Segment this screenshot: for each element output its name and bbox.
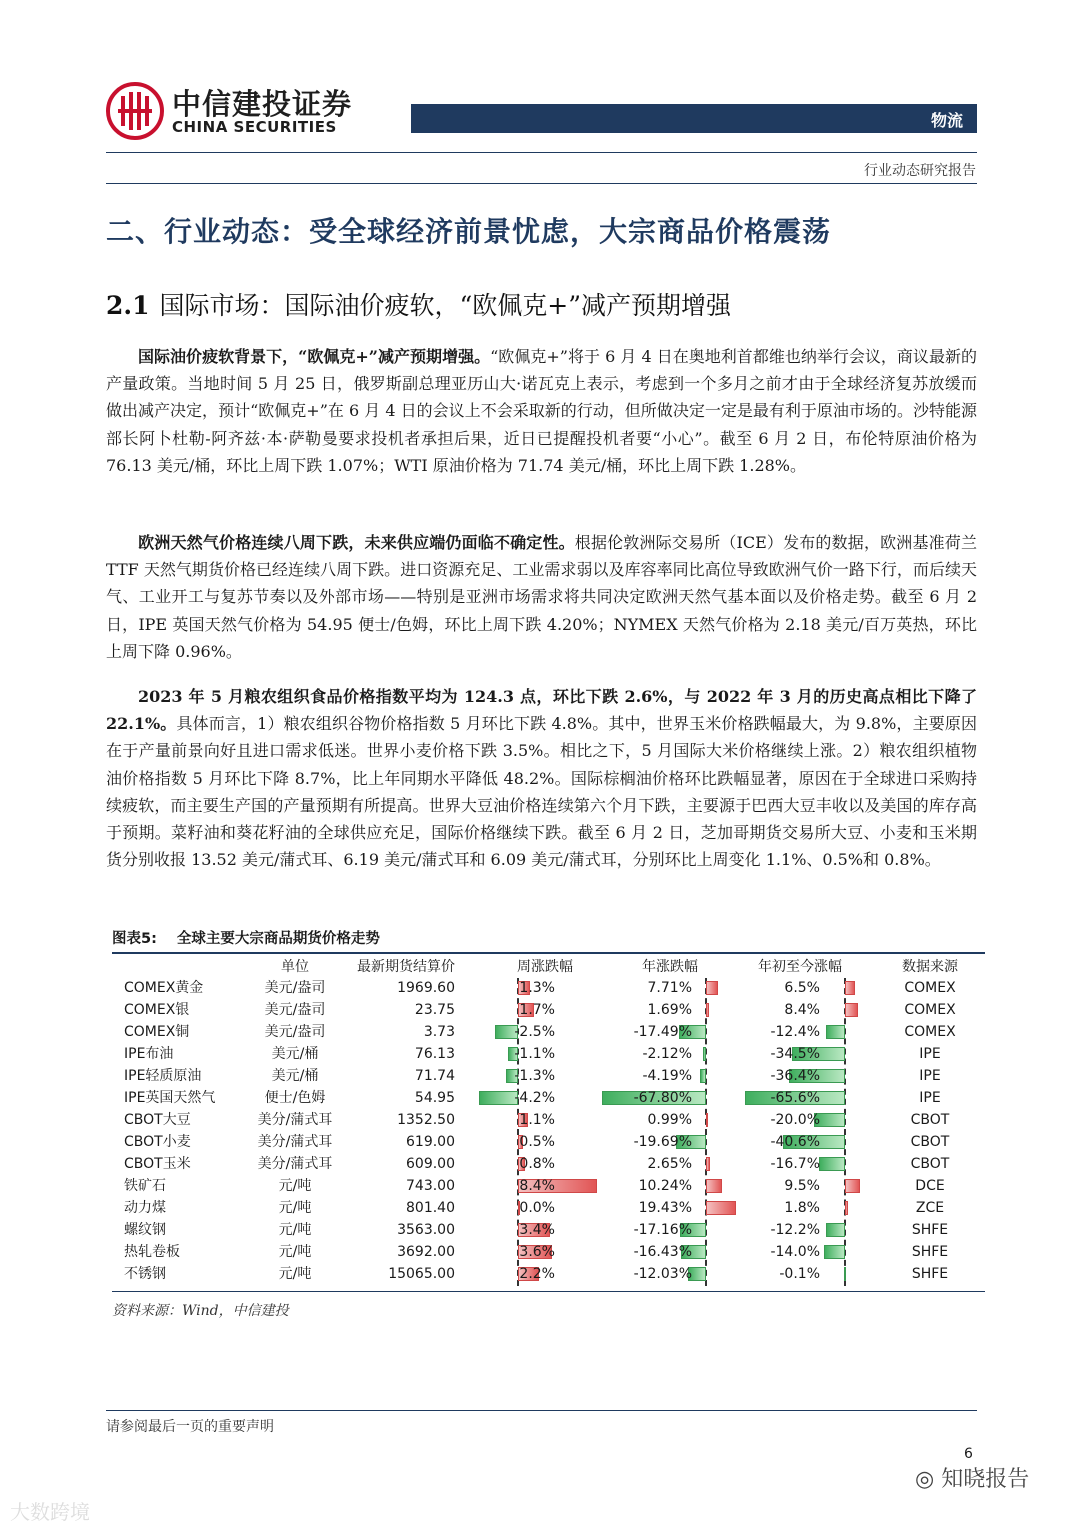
source-cell: COMEX (904, 1002, 956, 1018)
subsection-text: 国际市场：国际油价疲软，“欧佩克+”减产预期增强 (159, 291, 732, 320)
week-change-cell: 3.4% (519, 1222, 555, 1238)
year-change-cell: 10.24% (638, 1178, 692, 1194)
year-change-cell: 2.65% (647, 1156, 692, 1172)
paragraph-lead: 国际油价疲软背景下，“欧佩克+”减产预期增强。 (138, 347, 491, 366)
week-change-cell: 3.6% (519, 1244, 555, 1260)
source-cell: COMEX (904, 980, 956, 996)
col-header-unit: 单位 (281, 959, 309, 975)
ytd-change-cell: 6.5% (784, 980, 820, 996)
paragraph-body: 根据伦敦洲际交易所（ICE）发布的数据，欧洲基准荷兰 TTF 天然气期货价格已经连续八周下跌。进口资源充足、工业需求弱以及库容率同比高位导致欧洲气价一路下行，而后续天气、工业开工与复苏节奏以及外部市场——特别是亚洲市场需求将共同决定欧洲天然气基本面以及价格走势。截至 6 月 2 日，IPE 英国天然气价格为 54.95 便士/色姆，环比上周下跌 4.20%；NYMEX 天然气价格为 2.18 美元/百万英热，环比上周下降 0.96%。 (106, 533, 977, 661)
year-change-bar (706, 1157, 710, 1171)
year-change-cell: -4.19% (642, 1068, 692, 1084)
ytd-change-cell: -12.2% (770, 1222, 820, 1238)
week-change-cell: 0.8% (519, 1156, 555, 1172)
commodity-name: 热轧卷板 (124, 1244, 180, 1260)
figure-title: 全球主要大宗商品期货价格走势 (176, 931, 380, 947)
price-cell: 743.00 (406, 1178, 455, 1194)
paragraph-lead: 2023 年 5 月粮农组织食品价格指数平均为 124.3 点，环比下跌 2.6%，与 2022 年 3 月的历史高点相比下降了 22.1%。 (106, 687, 977, 734)
unit-cell: 元/吨 (278, 1266, 312, 1282)
price-cell: 1969.60 (397, 980, 455, 996)
unit-cell: 元/吨 (278, 1200, 312, 1216)
report-type: 行业动态研究报告 (864, 163, 976, 179)
unit-cell: 美元/桶 (271, 1046, 319, 1062)
year-change-cell: -2.12% (642, 1046, 692, 1062)
price-cell: 3563.00 (397, 1222, 455, 1238)
price-cell: 3.73 (423, 1024, 455, 1040)
watermark-right (915, 1462, 1029, 1493)
commodity-name: 不锈钢 (124, 1266, 166, 1282)
footer-disclaimer: 请参阅最后一页的重要声明 (106, 1419, 274, 1435)
paragraph-gas (106, 529, 977, 665)
ytd-change-cell: -65.6% (770, 1090, 820, 1106)
commodity-name: 铁矿石 (124, 1178, 166, 1194)
subsection-number: 2.1 (106, 291, 150, 320)
year-change-cell: -19.69% (633, 1134, 692, 1150)
ytd-change-bar (844, 1267, 846, 1281)
ytd-change-cell: -12.4% (770, 1024, 820, 1040)
price-cell: 15065.00 (388, 1266, 455, 1282)
subsection-title (106, 286, 731, 322)
footer-divider (106, 1410, 977, 1411)
col-header-ytd: 年初至今涨幅 (758, 959, 842, 975)
price-cell: 76.13 (414, 1046, 455, 1062)
brand-name-cn: 中信建投证券 (172, 87, 353, 121)
source-cell: SHFE (911, 1266, 949, 1282)
source-cell: DCE (915, 1178, 945, 1194)
source-cell: IPE (919, 1046, 941, 1062)
ytd-change-cell: -34.5% (770, 1046, 820, 1062)
paragraph-oil (106, 343, 977, 479)
week-change-cell: 0.5% (519, 1134, 555, 1150)
source-cell: IPE (919, 1068, 941, 1084)
year-change-cell: 0.99% (647, 1112, 692, 1128)
commodity-name: COMEX黄金 (124, 980, 204, 996)
source-cell: SHFE (911, 1244, 949, 1260)
header-bar (411, 104, 977, 133)
source-cell: ZCE (915, 1200, 945, 1216)
page-number: 6 (964, 1446, 973, 1462)
commodity-name: 动力煤 (124, 1200, 166, 1216)
watermark-left: 大数跨境 (10, 1500, 90, 1524)
ytd-change-cell: 8.4% (784, 1002, 820, 1018)
price-cell: 3692.00 (397, 1244, 455, 1260)
week-change-cell: 1.7% (519, 1002, 555, 1018)
week-change-cell: -1.3% (514, 1068, 555, 1084)
commodity-name: CBOT大豆 (124, 1112, 191, 1128)
price-cell: 619.00 (406, 1134, 455, 1150)
price-cell: 54.95 (414, 1090, 455, 1106)
unit-cell: 元/吨 (278, 1178, 312, 1194)
unit-cell: 便士/色姆 (264, 1090, 326, 1106)
commodity-name: COMEX银 (124, 1002, 190, 1018)
price-cell: 23.75 (414, 1002, 455, 1018)
year-change-cell: 7.71% (647, 980, 692, 996)
paragraph-body: 具体而言，1）粮农组织谷物价格指数 5 月环比下跌 4.8%。其中，世界玉米价格跌幅最大，为 9.8%，主要原因在于产量前景向好且进口需求低迷。世界小麦价格下跌 3.5%。相比之下，5 月国际大米价格继续上涨。2）粮农组织植物油价格指数 5 月环比下降 8.7%，比上年同期水平降低 48.2%。国际棕榈油价格环比跌幅显著，原因在于全球进口采购持续疲软，而主要生产国的产量预期有所提高。世界大豆油价格连续第六个月下跌，主要源于巴西大豆丰收以及美国的库存高于预期。菜籽油和葵花籽油的全球供应充足，国际价格继续下跌。截至 6 月 2 日，芝加哥期货交易所大豆、小麦和玉米期货分别收报 13.52 美元/蒲式耳、6.19 美元/蒲式耳和 6.09 美元/蒲式耳，分别环比上周变化 1.1%、0.5%和 0.8%。 (106, 714, 977, 870)
year-change-cell: -12.03% (633, 1266, 692, 1282)
week-change-cell: 1.3% (519, 980, 555, 996)
source-cell: CBOT (910, 1112, 950, 1128)
year-change-bar (706, 1113, 708, 1127)
china-securities-logo-icon (106, 82, 164, 140)
source-cell: SHFE (911, 1222, 949, 1238)
unit-cell: 美分/蒲式耳 (257, 1112, 333, 1128)
ytd-change-bar (826, 1025, 845, 1039)
source-cell: CBOT (910, 1134, 950, 1150)
year-change-bar (706, 1179, 722, 1193)
ytd-change-cell: -14.0% (770, 1244, 820, 1260)
unit-cell: 美元/盎司 (264, 1002, 326, 1018)
unit-cell: 美元/盎司 (264, 980, 326, 996)
ytd-change-bar (845, 1179, 860, 1193)
ytd-change-bar (819, 1157, 845, 1171)
week-change-cell: -4.2% (514, 1090, 555, 1106)
ytd-change-bar (845, 981, 855, 995)
watermark-text: 知晓报告 (941, 1467, 1030, 1492)
commodity-name: 螺纹钢 (124, 1222, 166, 1238)
header-divider (106, 152, 977, 153)
ytd-change-bar (845, 1201, 848, 1215)
figure-caption (112, 927, 380, 948)
ytd-change-cell: -40.6% (770, 1134, 820, 1150)
price-cell: 71.74 (414, 1068, 455, 1084)
ytd-change-cell: -36.4% (770, 1068, 820, 1084)
ytd-change-cell: 1.8% (784, 1200, 820, 1216)
week-change-cell: 8.4% (519, 1178, 555, 1194)
section-title: 二、行业动态：受全球经济前景忧虑，大宗商品价格震荡 (106, 215, 832, 248)
unit-cell: 元/吨 (278, 1244, 312, 1260)
col-header-year: 年涨跌幅 (642, 959, 698, 975)
unit-cell: 美分/蒲式耳 (257, 1156, 333, 1172)
unit-cell: 元/吨 (278, 1222, 312, 1238)
commodity-name: IPE布油 (124, 1046, 174, 1062)
price-cell: 1352.50 (397, 1112, 455, 1128)
ytd-change-cell: -20.0% (770, 1112, 820, 1128)
col-header-week: 周涨跌幅 (517, 959, 573, 975)
year-change-cell: -67.80% (633, 1090, 692, 1106)
figure-top-rule (112, 952, 985, 954)
source-cell: IPE (919, 1090, 941, 1106)
year-change-bar (700, 1069, 706, 1083)
source-cell: COMEX (904, 1024, 956, 1040)
brand-name-en: CHINA SECURITIES (172, 118, 337, 136)
paragraph-body: “欧佩克+”将于 6 月 4 日在奥地利首都维也纳举行会议，商议最新的产量政策。当地时间 5 月 25 日，俄罗斯副总理亚历山大·诺瓦克上表示，考虑到一个多月之前才由于全球经济复苏放缓而做出减产决定，预计“欧佩克+”在 6 月 4 日的会议上不会采取新的行动，但所做决定一定是最有利于原油市场的。沙特能源部长阿卜杜勒-阿齐兹·本·萨勒曼要求投机者承担后果，近日已提醒投机者要“小心”。截至 6 月 2 日，布伦特原油价格为 76.13 美元/桶，环比上周下跌 1.07%；WTI 原油价格为 71.74 美元/桶，环比上周下跌 1.28%。 (106, 347, 977, 475)
ytd-change-cell: -16.7% (770, 1156, 820, 1172)
figure-bottom-rule (112, 1291, 985, 1292)
year-change-bar (703, 1047, 706, 1061)
year-change-bar (706, 1201, 736, 1215)
source-cell: CBOT (910, 1156, 950, 1172)
commodity-name: COMEX铜 (124, 1024, 190, 1040)
ytd-change-bar (845, 1003, 858, 1017)
year-change-bar (706, 981, 718, 995)
commodity-name: CBOT小麦 (124, 1134, 191, 1150)
week-change-cell: 2.2% (519, 1266, 555, 1282)
price-cell: 801.40 (406, 1200, 455, 1216)
figure-label: 图表5: (112, 931, 157, 947)
commodity-name: IPE英国天然气 (124, 1090, 216, 1106)
week-change-cell: -1.1% (514, 1046, 555, 1062)
sector-tag: 物流 (930, 111, 963, 130)
year-change-cell: -17.16% (633, 1222, 692, 1238)
year-change-cell: 1.69% (647, 1002, 692, 1018)
ytd-change-bar (824, 1245, 845, 1259)
paragraph-lead: 欧洲天然气价格连续八周下跌，未来供应端仍面临不确定性。 (138, 533, 575, 552)
commodity-name: IPE轻质原油 (124, 1068, 202, 1084)
price-cell: 609.00 (406, 1156, 455, 1172)
year-change-bar (706, 1003, 709, 1017)
ytd-change-cell: -0.1% (779, 1266, 820, 1282)
unit-cell: 美元/盎司 (264, 1024, 326, 1040)
header-divider-2 (106, 183, 977, 184)
wechat-icon: ◎ (915, 1467, 942, 1492)
year-change-cell: 19.43% (638, 1200, 692, 1216)
col-header-price: 最新期货结算价 (357, 959, 455, 975)
commodity-name: CBOT玉米 (124, 1156, 191, 1172)
week-change-cell: 1.1% (519, 1112, 555, 1128)
unit-cell: 美元/桶 (271, 1068, 319, 1084)
year-change-cell: -16.43% (633, 1244, 692, 1260)
ytd-change-cell: 9.5% (784, 1178, 820, 1194)
ytd-change-bar (826, 1223, 845, 1237)
year-change-cell: -17.49% (633, 1024, 692, 1040)
week-change-cell: -2.5% (514, 1024, 555, 1040)
col-header-source: 数据来源 (902, 959, 958, 975)
unit-cell: 美分/蒲式耳 (257, 1134, 333, 1150)
paragraph-food (106, 683, 977, 873)
figure-source: 资料来源：Wind，中信建投 (112, 1303, 289, 1319)
week-change-cell: 0.0% (519, 1200, 555, 1216)
